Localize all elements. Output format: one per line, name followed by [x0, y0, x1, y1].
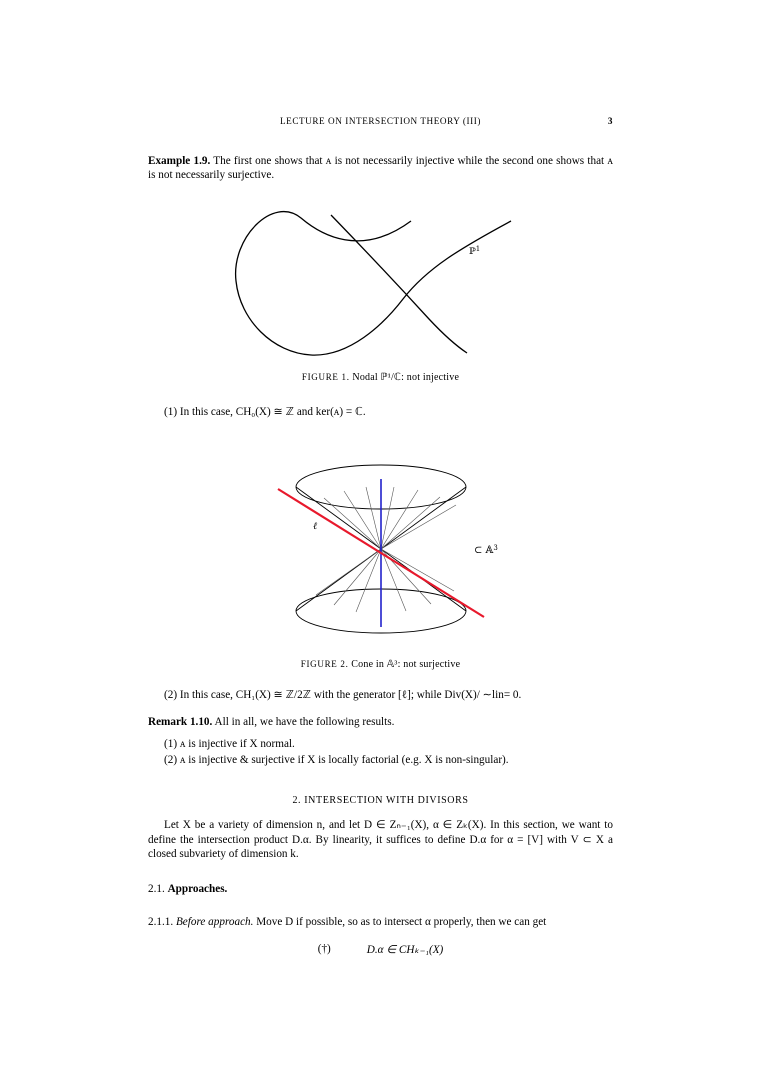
remark-text: All in all, we have the following results. [212, 715, 395, 728]
running-head [148, 116, 613, 130]
figure-1 [148, 205, 613, 383]
remark-paragraph [148, 715, 613, 729]
figure2-space-label: ⊂ 𝔸$^3$ [473, 544, 498, 557]
equation-body: D.α ∈ CHₖ₋₁(X) [366, 944, 444, 957]
subsection-2-1-number: 2.1. [148, 883, 165, 896]
subsubsection-2-1-1-number: 2.1.1. [148, 916, 174, 929]
figure-1-caption-label: FIGURE 1. [301, 371, 350, 382]
page-content [148, 116, 613, 956]
example-paragraph [148, 154, 613, 183]
figure-2-caption [148, 659, 613, 670]
running-head-title: LECTURE ON INTERSECTION THEORY (III) [280, 116, 481, 126]
list-item-1: (1) In this case, CH₀(X) ≅ ℤ and ker(ᴀ) = ℂ. [164, 405, 366, 418]
figure-1-caption-text: Nodal ℙ¹/ℂ: not injective [349, 371, 460, 383]
section-2-heading [148, 795, 613, 806]
section-2-title: INTERSECTION WITH DIVISORS [304, 795, 469, 807]
nodal-curve-drawing [216, 205, 546, 360]
example-label: Example 1.9. [148, 155, 211, 167]
cone-drawing [216, 449, 546, 649]
figure-2-caption-label: FIGURE 2. [300, 659, 349, 670]
remark-list [148, 737, 613, 767]
page-number: 3 [607, 116, 613, 126]
list-item-2: (2) In this case, CH₁(X) ≅ ℤ/2ℤ with the generator [ℓ]; while Div(X)/ ∼lin= 0. [164, 689, 522, 702]
display-equation [148, 943, 613, 956]
figure1-annotation: ℙ$^1$ [468, 244, 480, 257]
figure2-ell-label: ℓ [312, 521, 317, 533]
example-text: The first one shows that ᴀ is not necessarily injective while the second one shows that ᴀ is not necessarily surjective. [148, 155, 613, 182]
equation-tag: (†) [317, 943, 331, 956]
remark-list-item-2: (2) ᴀ is injective & surjective if X is locally factorial (e.g. X is non-singular). [164, 753, 509, 766]
subsection-2-1 [148, 883, 613, 895]
figure-1-caption [148, 372, 613, 383]
figure-2 [148, 449, 613, 670]
subsection-2-1-title: Approaches. [167, 883, 228, 896]
figure-2-caption-text: Cone in 𝔸³: not surjective [348, 659, 461, 671]
section-2-number: 2. [292, 795, 302, 807]
remark-label: Remark 1.10. [148, 715, 213, 728]
subsubsection-2-1-1-text: Move D if possible, so as to intersect α properly, then we can get [253, 916, 547, 929]
section-2-paragraph: Let X be a variety of dimension n, and let D ∈ Zₙ₋₁(X), α ∈ Zₖ(X). In this section, we want to define the intersection product D.α. By linearity, it suffices to define D.α for α = [V] with V ⊂ X a closed subvariety of dimension k. [148, 819, 613, 860]
remark-list-item-1: (1) ᴀ is injective if X normal. [164, 738, 295, 751]
subsubsection-2-1-1 [148, 915, 613, 929]
subsubsection-2-1-1-title: Before approach. [175, 916, 254, 929]
